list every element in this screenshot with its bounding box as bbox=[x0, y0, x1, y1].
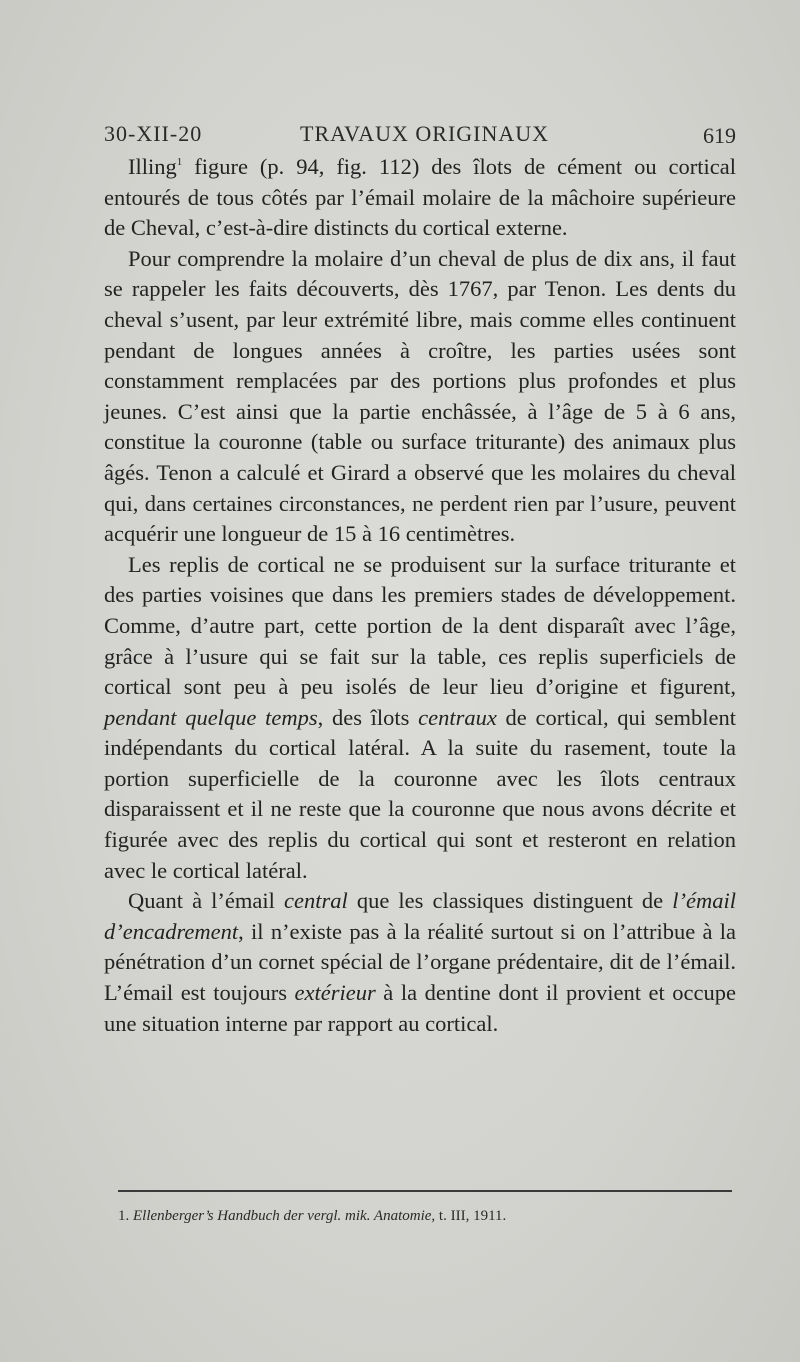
text-run: Pour comprendre la molaire d’un cheval de plus de dix ans, il faut se rappeler les faits découverts, dès 1767, par Tenon. Les dents du cheval s’usent, par leur extrémité libre, mais comme elles continuent pendant de longues années à croître, les parties usées sont constamment remplacées par des portions plus profondes et plus jeunes. C’est ainsi que la partie enchâssée, à l’âge de 5 à 6 ans, constitue la couronne (table ou surface triturante) des animaux plus âgés. Tenon a calculé et Girard a observé que les molaires du cheval qui, dans certaines circonstances, ne perdent rien par l’usure, peuvent acquérir une longueur de 15 à 16 centimètres. bbox=[104, 245, 736, 547]
text-run: Les replis de cortical ne se produisent sur la surface triturante et des parties voisines que dans les premiers stades de développement. Comme, d’autre part, cette portion de la dent disparaît avec l’âge, grâce à l’usure qui se fait sur la table, ces replis superficiels de cortical sont peu à peu isolés de leur lieu d’origine et figurent, bbox=[104, 551, 736, 700]
text-run: que les classiques distinguent de bbox=[347, 888, 673, 914]
italic-text: l’émail d’encadrement bbox=[104, 888, 736, 944]
footnote-reference: t. III, 1911. bbox=[435, 1208, 507, 1224]
text-run: Illing bbox=[128, 154, 177, 179]
italic-text: pendant quelque temps bbox=[104, 704, 318, 730]
italic-text: centraux bbox=[418, 704, 497, 730]
text-run: à la dentine dont il provient et occupe une situation interne par rapport au cortical. bbox=[104, 980, 736, 1036]
footnote-marker: 1 bbox=[176, 156, 183, 168]
paragraph bbox=[104, 886, 736, 1039]
text-run: , il n’existe pas à la réalité surtout si on l’attribue à la pénétration d’un cornet spécial de l’organe prédentaire, dit de l’émail. L’émail est toujours bbox=[104, 918, 736, 1006]
footnote-number: 1. bbox=[118, 1208, 130, 1224]
footnote-rule bbox=[118, 1190, 732, 1192]
text-run: Quant à l’émail bbox=[128, 888, 284, 914]
paragraph bbox=[104, 152, 736, 244]
italic-text: extérieur bbox=[294, 980, 376, 1006]
running-header bbox=[104, 121, 736, 151]
text-run: de cortical, qui semblent indépendants du cortical latéral. A la suite du rasement, toute la portion superficielle de la couronne avec les îlots centraux disparaissent et il ne reste que la couronne que nous avons décrite et figurée avec des replis du cortical qui sont et resteront en relation avec le cortical latéral. bbox=[104, 704, 736, 883]
main-text bbox=[104, 152, 736, 1039]
paragraph bbox=[104, 244, 736, 550]
page-number: 619 bbox=[703, 123, 736, 148]
text-run: figure (p. 94, fig. 112) des îlots de cément ou cortical entourés de tous côtés par l’émail molaire de la mâchoire supérieure de Cheval, c’est-à-dire distincts du cortical externe. bbox=[104, 154, 736, 241]
header-section-title: TRAVAUX ORIGINAUX bbox=[300, 121, 550, 146]
italic-text: central bbox=[284, 888, 348, 914]
paragraph bbox=[104, 550, 736, 887]
footnote bbox=[118, 1208, 732, 1225]
text-run: , des îlots bbox=[317, 704, 419, 730]
header-date: 30-XII-20 bbox=[104, 121, 203, 146]
footnote-title: Ellenberger’s Handbuch der vergl. mik. Anatomie, bbox=[133, 1208, 436, 1224]
